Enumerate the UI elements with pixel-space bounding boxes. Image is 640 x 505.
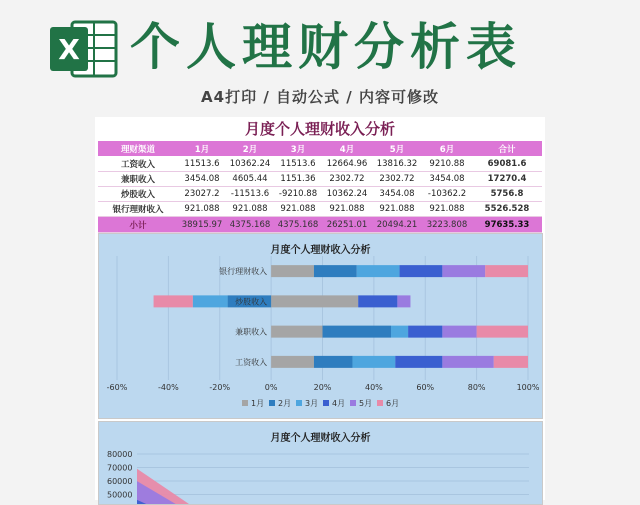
legend-label: 4月 bbox=[332, 399, 346, 408]
logo-letter: X bbox=[58, 33, 80, 66]
summary-cell[interactable]: 3223.808 bbox=[422, 217, 472, 233]
bar-segment bbox=[494, 356, 528, 368]
total-cell[interactable]: 69081.6 bbox=[472, 157, 542, 172]
chart-title: 月度个人理财收入分析 bbox=[270, 245, 371, 256]
column-header[interactable]: 3月 bbox=[274, 141, 322, 157]
x-tick-label: 80% bbox=[467, 383, 486, 392]
bar-segment bbox=[485, 265, 528, 277]
legend-swatch bbox=[377, 400, 383, 406]
table-row bbox=[98, 202, 542, 217]
total-cell[interactable]: 17270.4 bbox=[472, 172, 542, 187]
legend-label: 3月 bbox=[305, 399, 319, 408]
bar-segment bbox=[193, 295, 228, 307]
column-header[interactable]: 1月 bbox=[178, 141, 226, 157]
y-tick-label: 50000 bbox=[107, 490, 133, 500]
x-tick-label: 0% bbox=[264, 383, 278, 392]
table-cell[interactable]: 921.088 bbox=[226, 202, 274, 217]
category-label: 银行理财收入 bbox=[219, 267, 268, 277]
bar-segment bbox=[271, 356, 314, 368]
column-header[interactable]: 4月 bbox=[322, 141, 372, 157]
column-header[interactable]: 2月 bbox=[226, 141, 274, 157]
legend-swatch bbox=[269, 400, 275, 406]
x-tick-label: -60% bbox=[106, 383, 128, 392]
table-header-row bbox=[98, 141, 542, 157]
table-cell[interactable]: 10362.24 bbox=[226, 157, 274, 172]
table-cell[interactable]: 921.088 bbox=[178, 202, 226, 217]
table-cell[interactable]: 921.088 bbox=[322, 202, 372, 217]
legend-label: 1月 bbox=[251, 399, 265, 408]
spreadsheet-sheet bbox=[95, 117, 545, 500]
bar-segment bbox=[358, 295, 397, 307]
sheet-title: 月度个人理财收入分析 bbox=[244, 120, 395, 138]
category-label: 兼职收入 bbox=[235, 327, 268, 337]
summary-label[interactable]: 小计 bbox=[98, 217, 178, 233]
summary-cell[interactable]: 4375.168 bbox=[274, 217, 322, 233]
stacked-area-chart[interactable] bbox=[98, 421, 543, 505]
bar-segment bbox=[154, 295, 193, 307]
area-chart-canvas bbox=[99, 422, 542, 504]
stacked-bar-chart[interactable] bbox=[98, 233, 543, 419]
x-tick-label: 60% bbox=[416, 383, 435, 392]
bar-segment bbox=[314, 265, 357, 277]
category-label: 工资收入 bbox=[235, 357, 268, 367]
table-cell[interactable]: 12664.96 bbox=[322, 157, 372, 172]
table-cell[interactable]: -10362.2 bbox=[422, 187, 472, 202]
table-row bbox=[98, 187, 542, 202]
page-subtitle: A4打印 / 自动公式 / 内容可修改 bbox=[201, 88, 439, 106]
y-tick-label: 60000 bbox=[107, 477, 133, 486]
excel-logo-icon bbox=[48, 18, 118, 80]
legend-swatch bbox=[350, 400, 356, 406]
area-band bbox=[137, 469, 529, 504]
table-cell[interactable]: 1151.36 bbox=[274, 172, 322, 187]
legend-label: 2月 bbox=[278, 399, 292, 408]
area-band bbox=[137, 500, 529, 504]
bar-segment bbox=[271, 326, 322, 338]
row-label[interactable]: 炒股收入 bbox=[98, 187, 178, 202]
bar-segment bbox=[395, 356, 442, 368]
page-title: 个人理财分析表 bbox=[130, 18, 522, 76]
total-cell[interactable]: 5756.8 bbox=[472, 187, 542, 202]
chart-title: 月度个人理财收入分析 bbox=[270, 433, 371, 444]
x-tick-label: 40% bbox=[364, 383, 383, 392]
bar-segment bbox=[357, 265, 400, 277]
bar-segment bbox=[408, 326, 442, 338]
x-tick-label: -40% bbox=[158, 383, 179, 392]
bar-segment bbox=[271, 295, 358, 307]
table-cell[interactable]: 921.088 bbox=[372, 202, 422, 217]
row-label[interactable]: 兼职收入 bbox=[98, 172, 178, 187]
category-label: 炒股收入 bbox=[235, 297, 268, 307]
bar-segment bbox=[271, 265, 314, 277]
x-tick-label: -20% bbox=[209, 383, 231, 392]
bar-segment bbox=[400, 265, 443, 277]
table-cell[interactable]: 23027.2 bbox=[178, 187, 226, 202]
table-cell[interactable]: 2302.72 bbox=[322, 172, 372, 187]
table-cell[interactable]: 3454.08 bbox=[422, 172, 472, 187]
column-header[interactable]: 理财渠道 bbox=[98, 141, 178, 157]
table-cell[interactable]: 921.088 bbox=[422, 202, 472, 217]
bar-segment bbox=[323, 326, 392, 338]
table-cell[interactable]: 11513.6 bbox=[178, 157, 226, 172]
table-cell[interactable]: 9210.88 bbox=[422, 157, 472, 172]
summary-cell[interactable]: 4375.168 bbox=[226, 217, 274, 233]
area-band bbox=[137, 481, 529, 504]
bar-segment bbox=[314, 356, 353, 368]
income-table bbox=[98, 141, 542, 233]
table-cell[interactable]: 10362.24 bbox=[322, 187, 372, 202]
column-header[interactable]: 合计 bbox=[472, 141, 542, 157]
bar-segment bbox=[391, 326, 408, 338]
bar-segment bbox=[442, 356, 493, 368]
column-header[interactable]: 6月 bbox=[422, 141, 472, 157]
legend-label: 6月 bbox=[386, 399, 400, 408]
row-label[interactable]: 工资收入 bbox=[98, 157, 178, 172]
bar-segment bbox=[352, 356, 395, 368]
table-cell[interactable]: 4605.44 bbox=[226, 172, 274, 187]
summary-cell[interactable]: 20494.21 bbox=[372, 217, 422, 233]
y-tick-label: 80000 bbox=[107, 450, 133, 459]
y-tick-label: 70000 bbox=[107, 463, 133, 473]
bar-segment bbox=[442, 326, 476, 338]
legend-swatch bbox=[296, 400, 302, 406]
summary-cell[interactable]: 38915.97 bbox=[178, 217, 226, 233]
table-cell[interactable]: -11513.6 bbox=[226, 187, 274, 202]
x-tick-label: 100% bbox=[516, 383, 540, 392]
table-cell[interactable]: 3454.08 bbox=[178, 172, 226, 187]
legend-swatch bbox=[323, 400, 329, 406]
bar-segment bbox=[477, 326, 528, 338]
bar-chart-canvas bbox=[99, 234, 542, 418]
x-tick-label: 20% bbox=[313, 383, 332, 392]
row-label[interactable]: 银行理财收入 bbox=[98, 202, 178, 217]
table-cell[interactable]: -9210.88 bbox=[274, 187, 322, 202]
table-cell[interactable]: 3454.08 bbox=[372, 187, 422, 202]
summary-cell[interactable]: 26251.01 bbox=[322, 217, 372, 233]
total-cell[interactable]: 5526.528 bbox=[472, 202, 542, 217]
summary-total-cell[interactable]: 97635.33 bbox=[472, 217, 542, 233]
table-cell[interactable]: 2302.72 bbox=[372, 172, 422, 187]
table-row bbox=[98, 157, 542, 172]
bar-segment bbox=[442, 265, 485, 277]
column-header[interactable]: 5月 bbox=[372, 141, 422, 157]
table-cell[interactable]: 11513.6 bbox=[274, 157, 322, 172]
table-row bbox=[98, 172, 542, 187]
legend-swatch bbox=[242, 400, 248, 406]
table-cell[interactable]: 921.088 bbox=[274, 202, 322, 217]
bar-segment bbox=[397, 295, 410, 307]
legend-label: 5月 bbox=[359, 399, 373, 408]
table-cell[interactable]: 13816.32 bbox=[372, 157, 422, 172]
summary-row bbox=[98, 217, 542, 233]
